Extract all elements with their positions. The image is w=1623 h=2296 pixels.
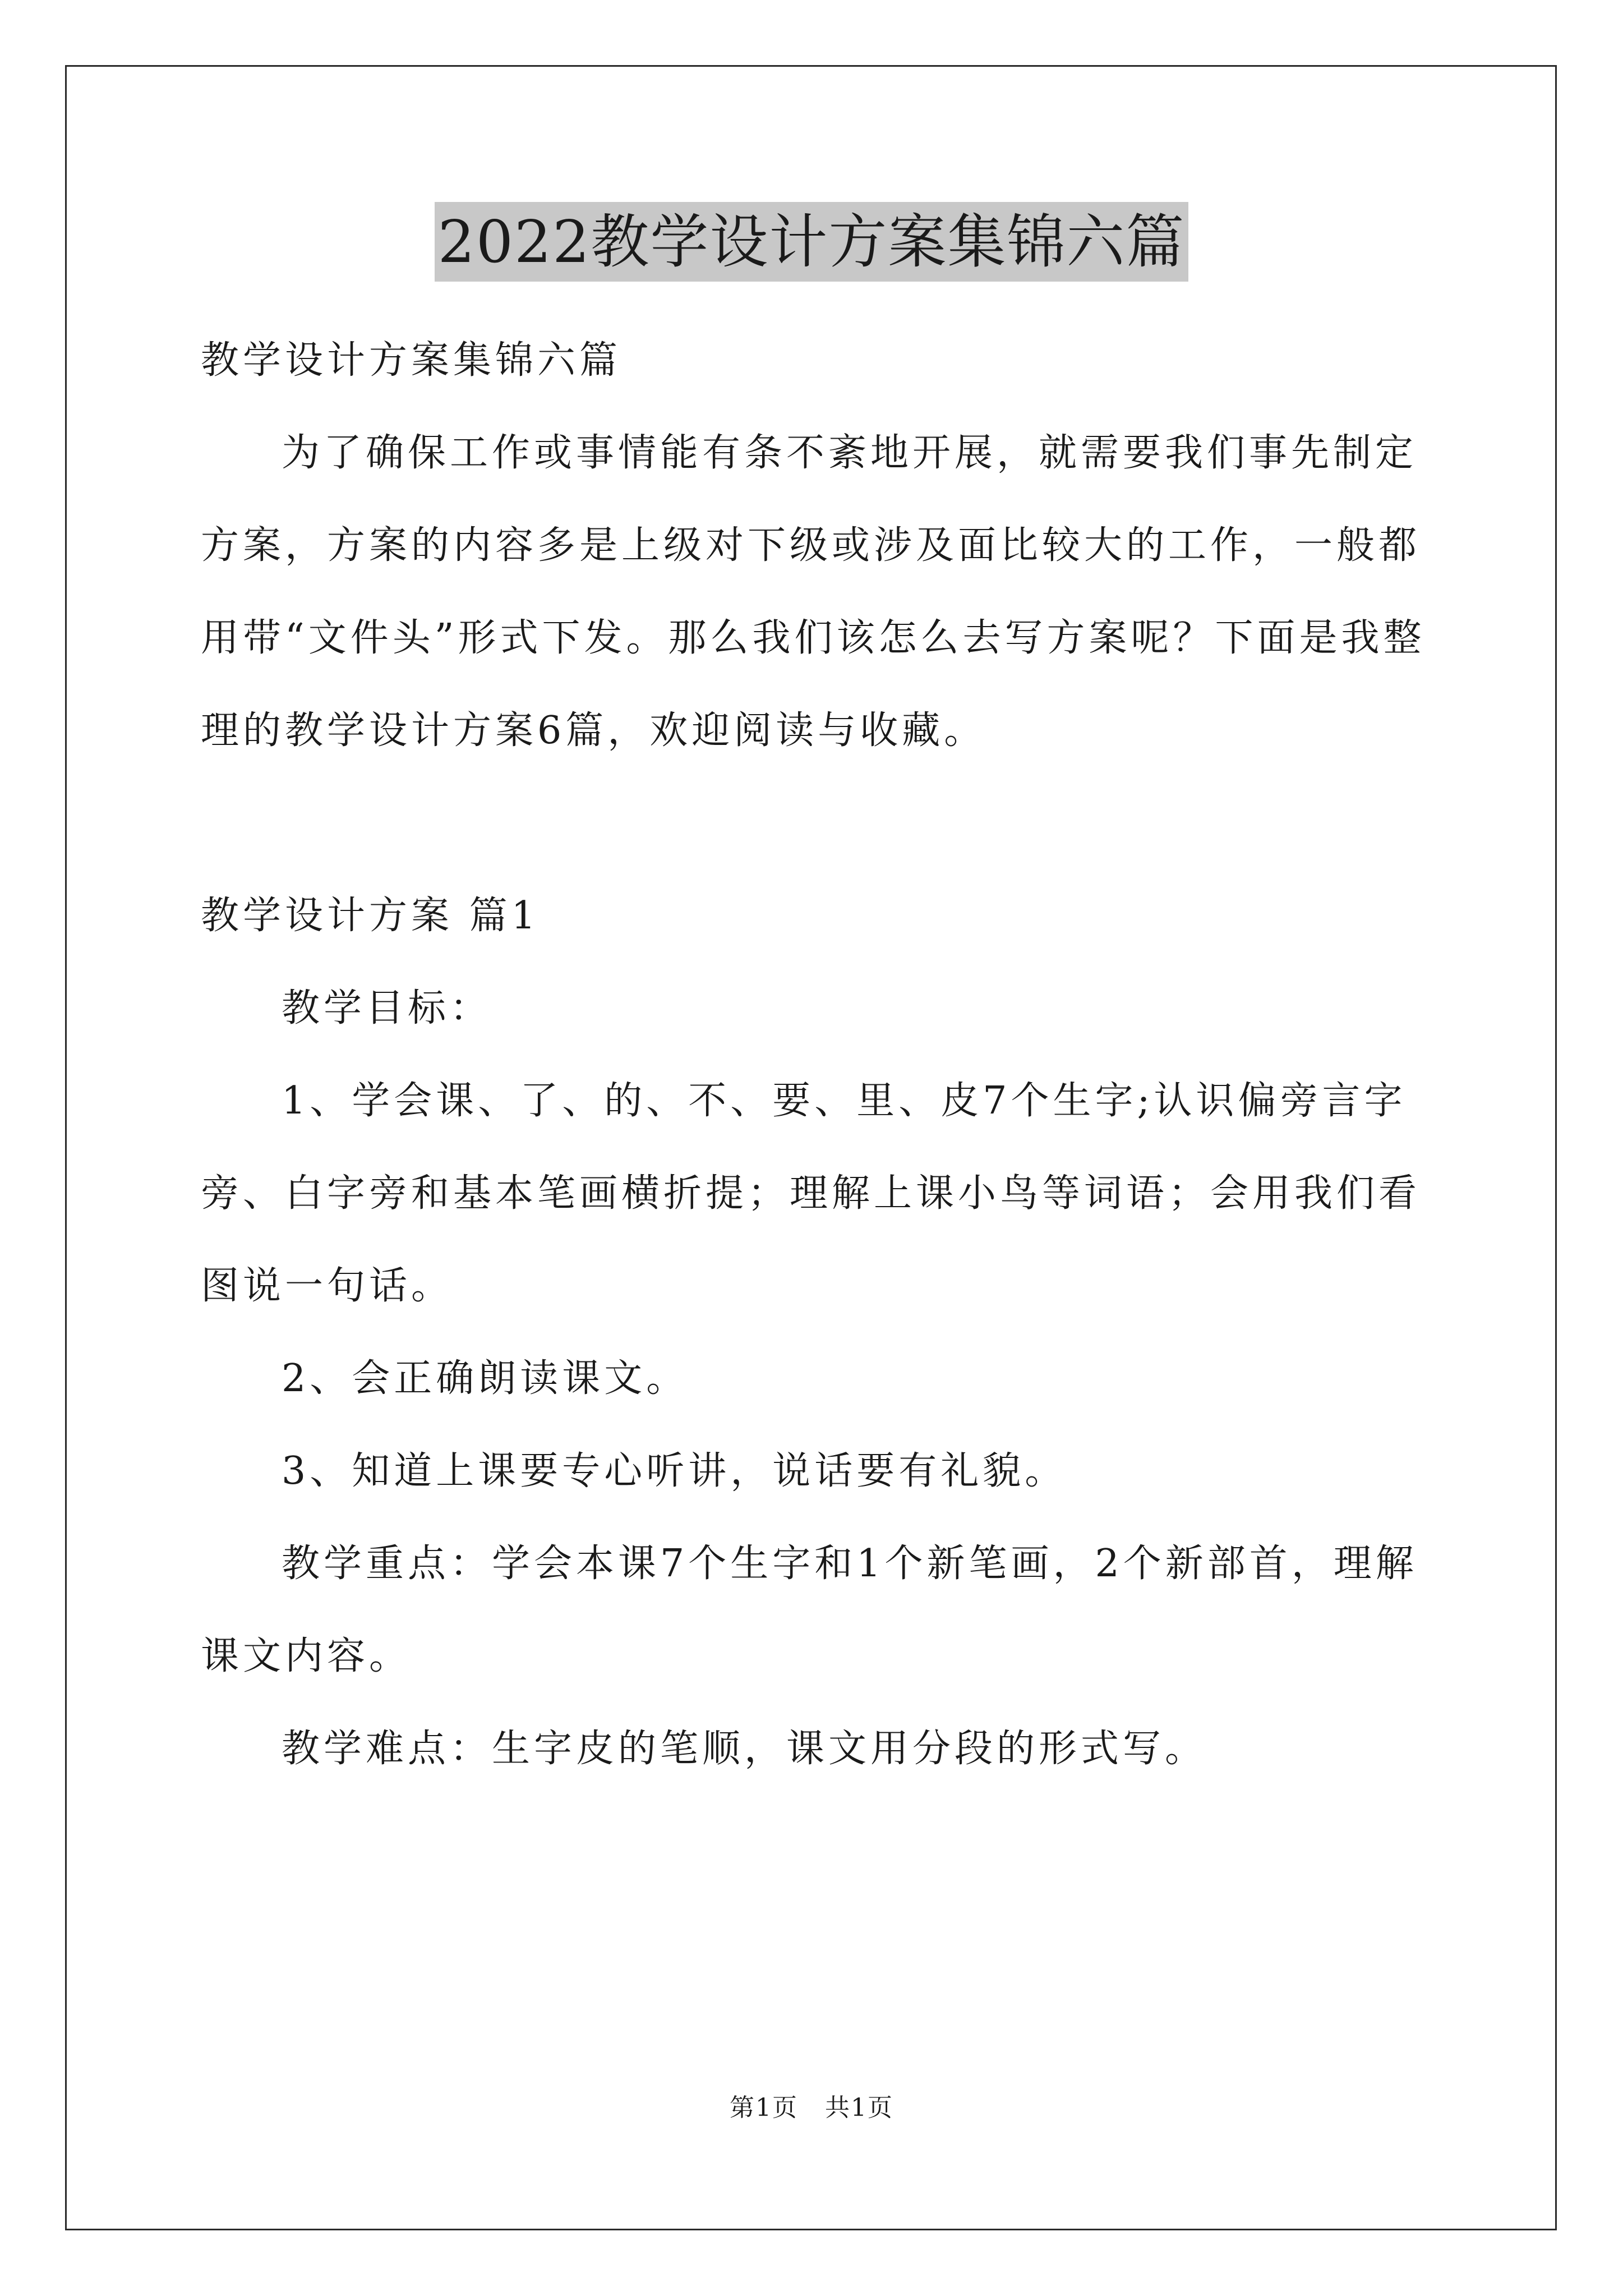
- goal-item-2: 2、会正确朗读课文。: [282, 1356, 689, 1401]
- document-body: [201, 314, 1435, 1795]
- section-heading: 教学设计方案 篇1: [201, 894, 540, 938]
- title-container: [0, 202, 1623, 282]
- document-title: 2022教学设计方案集锦六篇: [435, 202, 1189, 282]
- page-number-total: 共1页: [825, 2093, 893, 2122]
- goals-label: 教学目标：: [282, 986, 492, 1030]
- page-number-current: 第1页: [730, 2093, 798, 2122]
- intro-paragraph: 为了确保工作或事情能有条不紊地开展，就需要我们事先制定方案，方案的内容多是上级对下级或涉及面比较大的工作，一般都用带“文件头”形式下发。那么我们该怎么去写方案呢？下面是我整理的教学设计方案6篇，欢迎阅读与收藏。: [201, 431, 1426, 753]
- document-subtitle: 教学设计方案集锦六篇: [201, 338, 622, 383]
- key-points-paragraph: 教学重点：学会本课7个生字和1个新笔画，2个新部首，理解课文内容。: [201, 1542, 1418, 1678]
- goal-item-1: 1、学会课、了、的、不、要、里、皮7个生字;认识偏旁言字旁、白字旁和基本笔画横折提；理解上课小鸟等词语；会用我们看图说一句话。: [201, 1079, 1421, 1308]
- page-footer: [0, 2091, 1623, 2125]
- difficulties-paragraph: 教学难点：生字皮的笔顺，课文用分段的形式写。: [282, 1727, 1207, 1771]
- goal-item-3: 3、知道上课要专心听讲，说话要有礼貌。: [282, 1449, 1067, 1493]
